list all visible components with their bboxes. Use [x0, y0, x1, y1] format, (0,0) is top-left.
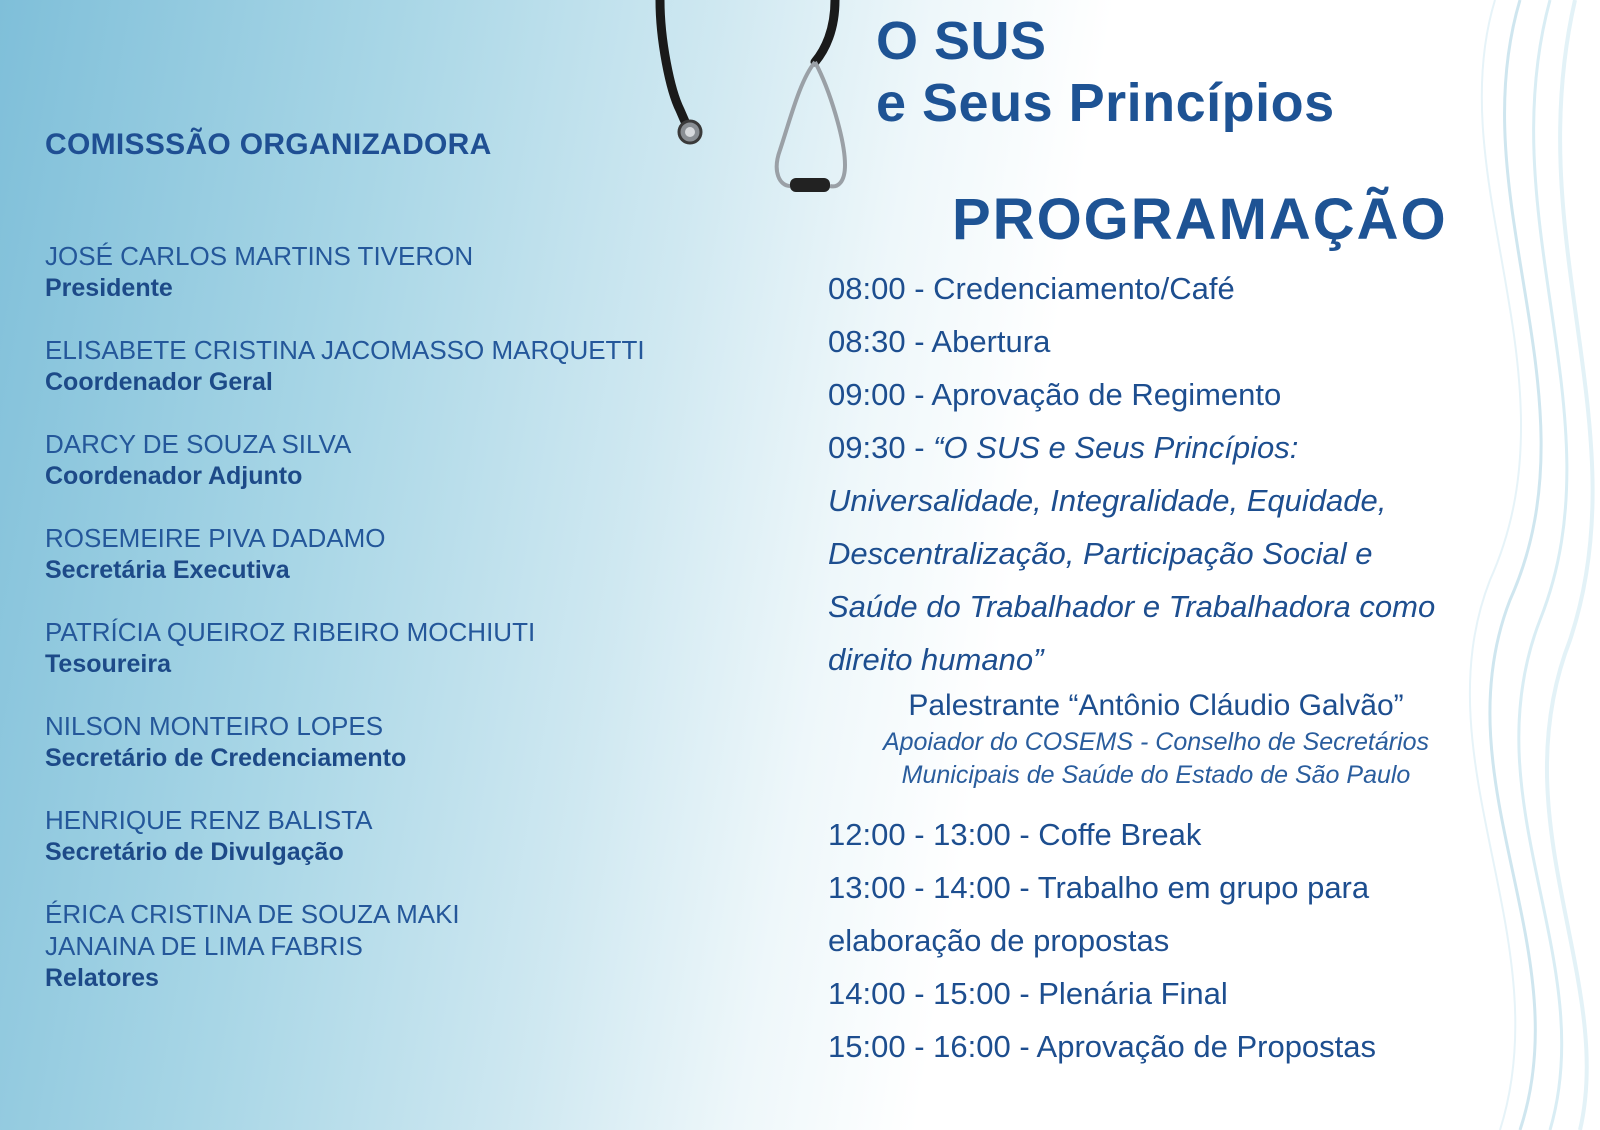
member-name: ROSEMEIRE PIVA DADAMO — [45, 523, 386, 553]
schedule-talk-line: Saúde do Trabalhador e Trabalhadora como — [828, 589, 1436, 624]
schedule-item: 08:00 - Credenciamento/Café — [828, 271, 1235, 306]
schedule-item: 09:00 - Aprovação de Regimento — [828, 377, 1282, 412]
schedule-item: 14:00 - 15:00 - Plenária Final — [828, 976, 1228, 1011]
member-role: Secretário de Divulgação — [45, 838, 344, 866]
member-role: Relatores — [45, 964, 159, 992]
committee-member — [45, 616, 645, 710]
schedule-talk-line — [828, 421, 1588, 474]
member-name: HENRIQUE RENZ BALISTA — [45, 805, 373, 835]
schedule-talk-line: direito humano” — [828, 642, 1044, 677]
member-name: NILSON MONTEIRO LOPES — [45, 711, 384, 741]
member-name: JANAINA DE LIMA FABRIS — [45, 931, 363, 961]
committee-member — [45, 334, 645, 428]
schedule-list — [828, 262, 1588, 1073]
committee-members-list — [45, 240, 645, 992]
event-title-line1: O SUS — [876, 11, 1047, 71]
schedule-item: elaboração de propostas — [828, 923, 1170, 958]
schedule-item: 08:30 - Abertura — [828, 324, 1051, 359]
speaker-description: Apoiador do COSEMS - Conselho de Secretários — [882, 728, 1430, 756]
committee-member — [45, 240, 645, 334]
schedule-heading: PROGRAMAÇÃO — [952, 187, 1448, 252]
schedule-item: 15:00 - 16:00 - Aprovação de Propostas — [828, 1029, 1377, 1064]
committee-member — [45, 804, 645, 898]
schedule-afternoon — [828, 808, 1588, 1073]
member-role: Tesoureira — [45, 650, 171, 678]
event-title-line2: e Seus Princípios — [876, 73, 1335, 133]
committee-member — [45, 710, 645, 804]
talk-title: “O SUS e Seus Princípios: — [933, 430, 1299, 465]
member-role: Secretário de Credenciamento — [45, 744, 407, 772]
talk-time: 09:30 - — [828, 430, 934, 465]
speaker-description: Municipais de Saúde do Estado de São Paulo — [901, 761, 1411, 789]
schedule-talk-line: Descentralização, Participação Social e — [828, 536, 1373, 571]
speaker-block — [836, 686, 1476, 792]
member-name: DARCY DE SOUZA SILVA — [45, 429, 352, 459]
member-role: Secretária Executiva — [45, 556, 290, 584]
member-name: PATRÍCIA QUEIROZ RIBEIRO MOCHIUTI — [45, 617, 536, 647]
schedule-item: 13:00 - 14:00 - Trabalho em grupo para — [828, 870, 1370, 905]
member-role: Presidente — [45, 274, 173, 302]
member-role: Coordenador Adjunto — [45, 462, 303, 490]
speaker-name: Palestrante “Antônio Cláudio Galvão” — [908, 689, 1404, 722]
committee-member — [45, 428, 645, 522]
member-name: ELISABETE CRISTINA JACOMASSO MARQUETTI — [45, 335, 645, 365]
member-name: JOSÉ CARLOS MARTINS TIVERON — [45, 241, 474, 271]
schedule-item: 12:00 - 13:00 - Coffe Break — [828, 817, 1202, 852]
member-name: ÉRICA CRISTINA DE SOUZA MAKI — [45, 899, 460, 929]
committee-relatores — [45, 898, 645, 992]
committee-member — [45, 522, 645, 616]
schedule-talk-line: Universalidade, Integralidade, Equidade, — [828, 483, 1387, 518]
event-title — [876, 10, 1335, 134]
committee-title: COMISSSÃO ORGANIZADORA — [45, 128, 492, 161]
stethoscope-icon — [640, 0, 880, 210]
member-role: Coordenador Geral — [45, 368, 273, 396]
